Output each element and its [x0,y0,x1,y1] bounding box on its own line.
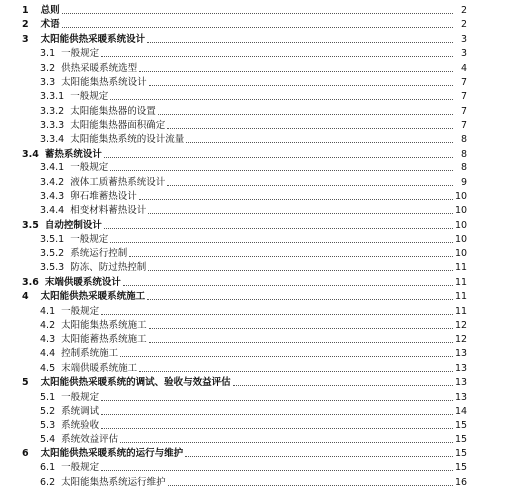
toc-entry-number: 3.4.4 [40,205,65,216]
toc-entry-number: 3.3.2 [40,106,65,117]
toc-entry-title [22,18,61,31]
toc-entry-number: 3.1 [40,48,56,59]
toc-entry[interactable] [0,260,467,274]
toc-entry-text: 末端供暖系统设计 [44,277,121,288]
toc-entry-page-number: 13 [455,348,468,359]
toc-entry-title [40,190,138,203]
toc-entry-number: 3.5.1 [40,234,65,245]
toc-entry-title [40,105,157,118]
toc-entry-title [40,76,148,89]
toc-entry-text: 一般规定 [70,234,109,245]
toc-entry-text: 太阳能集热系统的设计流量 [70,134,185,145]
toc-entry-text: 系统验收 [61,420,100,431]
toc-entry-text: 太阳能供热采暖系统的调试、验收与效益评估 [40,377,231,388]
dot-leader [123,284,453,286]
toc-entry-page-number: 13 [455,377,468,388]
dot-leader [139,198,453,200]
toc-entry-text: 太阳能供热采暖系统的运行与维护 [40,448,184,459]
dot-leader [104,227,453,229]
toc-entry-number: 3.4.2 [40,177,65,188]
toc-entry-number: 5.3 [40,420,56,431]
toc-entry-number: 5.4 [40,434,56,445]
toc-entry-text: 系统调试 [61,406,100,417]
toc-entry[interactable] [0,32,467,46]
toc-entry-text: 太阳能集热器面积确定 [70,120,166,131]
toc-entry-title [40,362,138,375]
toc-entry-page-number: 11 [455,262,468,273]
toc-entry-page-number: 15 [455,448,468,459]
toc-entry-page-number: 2 [460,5,467,16]
toc-entry-title [40,133,185,146]
toc-entry-title [22,447,184,460]
toc-entry-text: 太阳能蓄热系统施工 [61,334,147,345]
toc-entry[interactable] [0,17,467,31]
dot-leader [148,212,453,214]
toc-entry-page-number: 15 [455,434,468,445]
toc-entry-title [40,161,109,174]
toc-entry-page-number: 10 [455,191,468,202]
toc-entry-page-number: 10 [455,205,468,216]
toc-entry[interactable] [0,375,467,389]
dot-leader [147,41,453,43]
toc-entry-text: 太阳能供热采暖系统施工 [40,291,146,302]
dot-leader [233,384,453,386]
toc-entry-page-number: 16 [455,477,468,488]
toc-entry-title [40,461,100,474]
dot-leader [101,55,453,57]
toc-entry-title [40,333,148,346]
toc-entry-page-number: 7 [460,106,467,117]
toc-entry[interactable] [0,390,467,404]
toc-entry-page-number: 12 [455,334,468,345]
toc-entry-title [40,347,119,360]
toc-entry-text: 蓄热系统设计 [44,149,102,160]
toc-entry-text: 一般规定 [70,91,109,102]
toc-entry-title [22,219,103,232]
toc-entry-text: 太阳能集热器的设置 [70,106,156,117]
dot-leader [129,255,453,257]
dot-leader [120,355,453,357]
toc-entry-text: 一般规定 [61,392,100,403]
dot-leader [62,26,453,28]
toc-entry-text: 一般规定 [61,462,100,473]
toc-entry-page-number: 4 [460,63,467,74]
toc-entry[interactable] [0,89,467,103]
dot-leader [167,127,453,129]
toc-entry[interactable] [0,118,467,132]
toc-entry-page-number: 10 [455,220,468,231]
toc-entry-text: 系统效益评估 [61,434,119,445]
toc-entry-text: 总则 [40,5,60,16]
toc-entry-title [40,305,100,318]
toc-entry-text: 太阳能集热系统设计 [61,77,147,88]
dot-leader [186,141,453,143]
dot-leader [185,455,453,457]
toc-entry-page-number: 3 [460,34,467,45]
toc-entry-title [40,247,128,260]
toc-entry-number: 4.3 [40,334,56,345]
toc-entry[interactable] [0,332,467,346]
toc-entry[interactable] [0,460,467,474]
toc-entry-number: 5.2 [40,406,56,417]
toc-entry-page-number: 7 [460,91,467,102]
toc-entry[interactable] [0,318,467,332]
toc-entry-number: 3.4 [22,149,39,160]
toc-entry-text: 供热采暖系统选型 [61,63,138,74]
toc-entry-number: 4 [22,291,29,302]
dot-leader [139,370,453,372]
toc-entry-page-number: 11 [455,291,468,302]
toc-entry-page-number: 14 [455,406,468,417]
dot-leader [149,341,453,343]
toc-entry[interactable] [0,160,467,174]
toc-entry-number: 5.1 [40,392,56,403]
toc-entry-page-number: 13 [455,392,468,403]
dot-leader [147,298,453,300]
toc-entry-title [22,276,122,289]
dot-leader [101,399,453,401]
toc-entry-title [40,405,100,418]
toc-entry-text: 太阳能集热系统运行维护 [61,477,166,488]
dot-leader [110,169,453,171]
toc-entry-text: 末端供暖系统施工 [61,363,138,374]
toc-entry-number: 6 [22,448,29,459]
toc-entry-page-number: 9 [460,177,467,188]
toc-entry-title [40,204,147,217]
toc-entry[interactable] [0,104,467,118]
toc-entry-text: 防冻、防过热控制 [70,262,147,273]
toc-entry-title [40,233,109,246]
toc-entry-text: 系统运行控制 [70,248,128,259]
toc-entry[interactable] [0,289,467,303]
toc-entry-page-number: 8 [460,134,467,145]
toc-entry-number: 3 [22,34,29,45]
toc-entry-title [40,47,100,60]
toc-entry-text: 太阳能供热采暖系统设计 [40,34,146,45]
toc-entry[interactable] [0,232,467,246]
toc-entry-text: 液体工质蓄热系统设计 [70,177,166,188]
toc-entry[interactable] [0,189,467,203]
toc-entry-title [22,4,61,17]
toc-entry[interactable] [0,246,467,260]
toc-entry-number: 3.3.3 [40,120,65,131]
toc-entry[interactable] [0,203,467,217]
toc-entry[interactable] [0,147,467,161]
dot-leader [101,469,453,471]
toc-entry[interactable] [0,475,467,489]
toc-entry-page-number: 15 [455,462,468,473]
toc-entry-number: 3.3 [40,77,56,88]
toc-entry-title [40,319,148,332]
dot-leader [101,413,453,415]
toc-entry-number: 4.5 [40,363,56,374]
dot-leader [101,427,453,429]
toc-entry-number: 3.6 [22,277,39,288]
toc-entry-number: 3.5 [22,220,39,231]
dot-leader [110,98,453,100]
toc-entry-text: 控制系统施工 [61,348,119,359]
toc-entry-number: 4.2 [40,320,56,331]
toc-entry-title [40,419,100,432]
toc-entry-title [22,376,232,389]
toc-entry[interactable] [0,275,467,289]
toc-entry-page-number: 7 [460,120,467,131]
dot-leader [120,441,453,443]
dot-leader [149,327,453,329]
dot-leader [62,12,453,14]
toc-entry[interactable] [0,432,467,446]
toc-entry-number: 1 [22,5,29,16]
toc-entry[interactable] [0,346,467,360]
toc-entry-text: 太阳能集热系统施工 [61,320,147,331]
toc-entry-page-number: 10 [455,234,468,245]
toc-entry-number: 6.2 [40,477,56,488]
toc-entry-title [40,476,167,489]
toc-entry-page-number: 10 [455,248,468,259]
toc-entry[interactable] [0,3,467,17]
toc-entry-title [40,90,109,103]
toc-entry[interactable] [0,75,467,89]
toc-entry-page-number: 7 [460,77,467,88]
toc-entry-text: 自动控制设计 [44,220,102,231]
toc-entry-number: 3.4.3 [40,191,65,202]
toc-entry-title [40,176,166,189]
toc-entry[interactable] [0,304,467,318]
toc-entry-number: 4.1 [40,306,56,317]
toc-entry-number: 5 [22,377,29,388]
toc-entry-page-number: 11 [455,277,468,288]
toc-entry-page-number: 8 [460,162,467,173]
toc-entry[interactable] [0,46,467,60]
dot-leader [148,269,453,271]
toc-entry-number: 3.5.2 [40,248,65,259]
toc-entry-page-number: 3 [460,48,467,59]
toc-entry-text: 术语 [40,19,60,30]
toc-entry[interactable] [0,175,467,189]
toc-entry-number: 4.4 [40,348,56,359]
dot-leader [139,70,453,72]
toc-entry-number: 6.1 [40,462,56,473]
toc-entry-page-number: 12 [455,320,468,331]
toc-entry-title [40,62,138,75]
toc-entry-number: 2 [22,19,29,30]
toc-entry[interactable] [0,218,467,232]
toc-entry-title [40,119,166,132]
toc-entry[interactable] [0,132,467,146]
toc-entry-text: 一般规定 [61,48,100,59]
toc-entry[interactable] [0,361,467,375]
dot-leader [149,84,453,86]
dot-leader [167,184,453,186]
toc-entry[interactable] [0,404,467,418]
toc-entry-page-number: 13 [455,363,468,374]
toc-entry-text: 一般规定 [70,162,109,173]
toc-entry[interactable] [0,61,467,75]
toc-entry[interactable] [0,446,467,460]
toc-entry-title [40,433,119,446]
toc-entry-title [40,261,147,274]
toc-entry-number: 3.2 [40,63,56,74]
dot-leader [110,241,453,243]
toc-entry-number: 3.3.1 [40,91,65,102]
toc-entry-number: 3.4.1 [40,162,65,173]
dot-leader [101,313,453,315]
toc-entry-number: 3.5.3 [40,262,65,273]
toc-entry-text: 相变材料蓄热设计 [70,205,147,216]
dot-leader [168,484,453,486]
toc-entry-page-number: 2 [460,19,467,30]
toc-entry-text: 一般规定 [61,306,100,317]
toc-entry-text: 卵石堆蓄热设计 [70,191,137,202]
dot-leader [104,156,453,158]
toc-entry-number: 3.3.4 [40,134,65,145]
dot-leader [158,113,453,115]
toc-entry-title [22,290,146,303]
toc-entry-page-number: 8 [460,149,467,160]
toc-entry-title [22,33,146,46]
toc-entry-title [40,391,100,404]
toc-entry[interactable] [0,418,467,432]
toc-entry-page-number: 11 [455,306,468,317]
toc-entry-page-number: 15 [455,420,468,431]
